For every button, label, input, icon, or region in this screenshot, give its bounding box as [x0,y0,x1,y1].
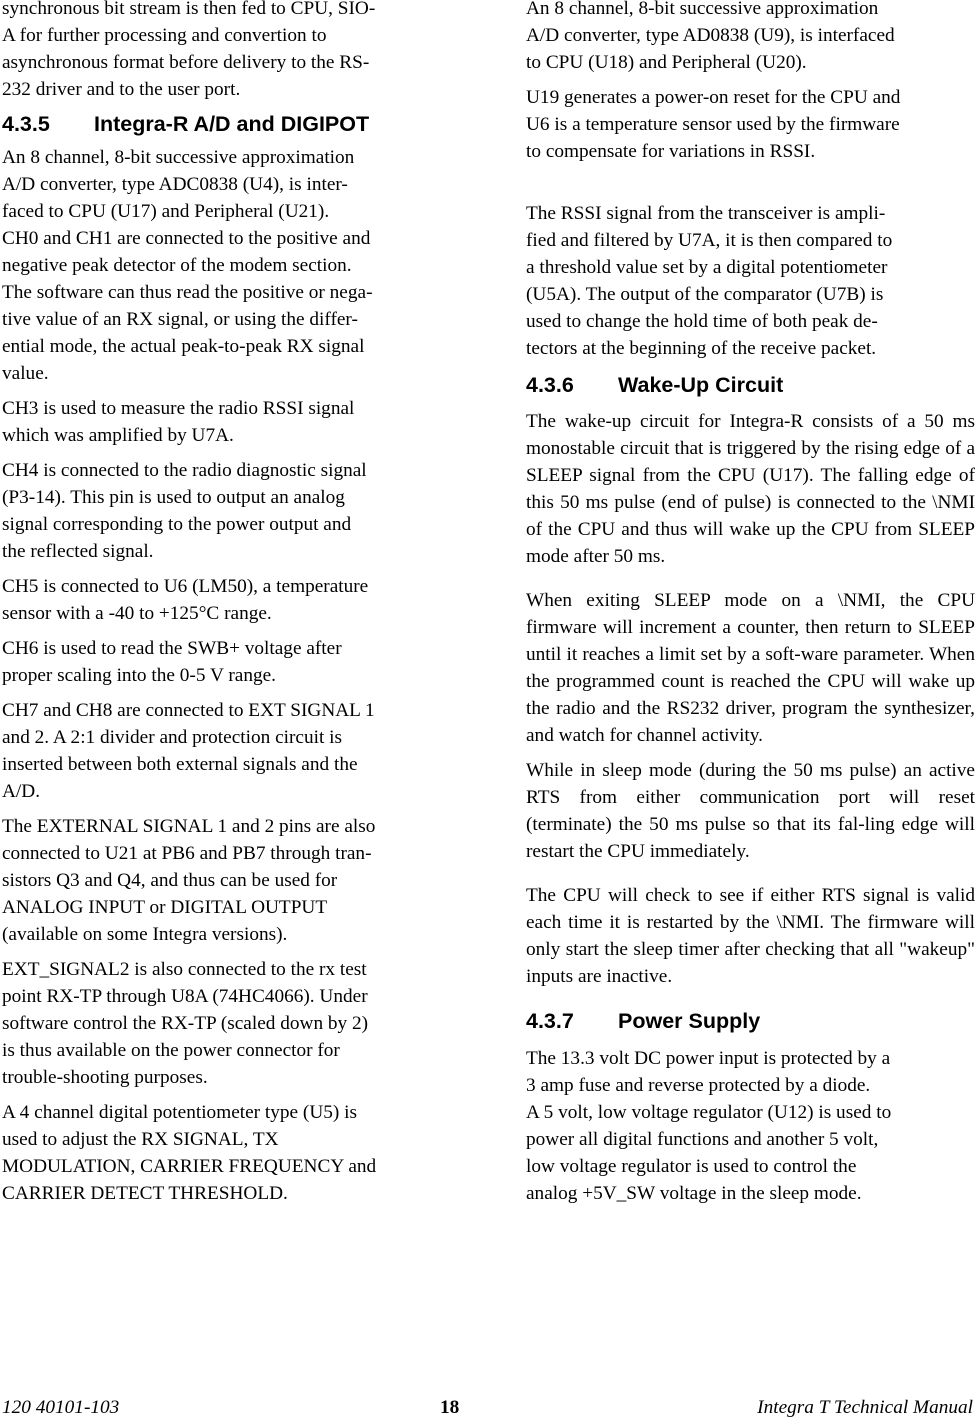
paragraph: An 8 channel, 8-bit successive approximation A/D converter, type ADC0838 (U4), is inter- faced to CPU (U17) and Peripheral (U21). CH0 and CH1 are connected to the positive and negative peak detector of the modem section. The software can thus read the positive or nega- tive value of an RX signal, or using the differ- ential mode, the actual peak-to-peak RX signal value. [2,147,373,384]
paragraph: U19 generates a power-on reset for the CPU and U6 is a temperature sensor used by the firmware to compensate for variations in RSSI. [526,87,901,162]
section-heading-4-3-7 [526,1008,975,1035]
section-number: 4.3.7 [526,1009,574,1033]
paragraph: synchronous bit stream is then fed to CPU, SIO- A for further processing and convertion to asynchronous format before delivery to the RS- 232 driver and to the user port. [2,0,376,100]
paragraph: A 4 channel digital potentiometer type (U5) is used to adjust the RX SIGNAL, TX MODULATION, CARRIER FREQUENCY and CARRIER DETECT THRESHOLD. [2,1102,377,1204]
section-heading-4-3-5 [2,111,450,138]
section-title: Power Supply [618,1009,761,1033]
paragraph: The CPU will check to see if either RTS signal is valid each time it is restarted by the \NMI. The firmware will only start the sleep timer after checking that all "wakeup" inputs are inactive. [526,885,975,987]
section-title: Integra-R A/D and DIGIPOT [94,112,370,136]
paragraph: The RSSI signal from the transceiver is ampli- fied and filtered by U7A, it is then compared to a threshold value set by a digital potentiometer (U5A). The output of the comparator (U7B) is used to change the hold time of both peak de- tectors at the beginning of the receive packet. [526,203,893,359]
section-number: 4.3.5 [2,112,50,136]
paragraph: CH3 is used to measure the radio RSSI signal which was amplified by U7A. [2,398,355,446]
paragraph: EXT_SIGNAL2 is also connected to the rx test point RX-TP through U8A (74HC4066). Under software control the RX-TP (scaled down by 2) is thus available on the power connector for trouble-shooting purposes. [2,959,369,1088]
paragraph: An 8 channel, 8-bit successive approximation A/D converter, type AD0838 (U9), is interfaced to CPU (U18) and Peripheral (U20). [526,0,895,73]
right-column [526,0,975,1215]
paragraph: CH6 is used to read the SWB+ voltage after proper scaling into the 0-5 V range. [2,638,342,686]
paragraph: CH4 is connected to the radio diagnostic signal (P3-14). This pin is used to output an analog signal corresponding to the power output and the reflected signal. [2,460,367,562]
section-heading-4-3-6 [526,372,975,399]
paragraph: The EXTERNAL SIGNAL 1 and 2 pins are also connected to U21 at PB6 and PB7 through tran- sistors Q3 and Q4, and thus can be used for ANALOG INPUT or DIGITAL OUTPUT (available on some Integra versions). [2,816,376,945]
paragraph: The wake-up circuit for Integra-R consists of a 50 ms monostable circuit that is triggered by the rising edge of a SLEEP signal from the CPU (U17). The falling edge of this 50 ms pulse (end of pulse) is connected to the \NMI of the CPU and thus will wake up the CPU from SLEEP mode after 50 ms. [526,411,975,567]
page-number: 18 [440,1397,460,1418]
paragraph: While in sleep mode (during the 50 ms pulse) an active RTS from either communication port will reset (terminate) the 50 ms pulse so that its fal-ling edge will restart the CPU immediately. [526,760,975,862]
page-footer [0,1394,975,1421]
paragraph: The 13.3 volt DC power input is protected by a 3 amp fuse and reverse protected by a diode. A 5 volt, low voltage regulator (U12) is used to power all digital functions and another 5 volt, low voltage regulator is used to control the analog +5V_SW voltage in the sleep mode. [526,1048,892,1204]
paragraph: CH7 and CH8 are connected to EXT SIGNAL 1 and 2. A 2:1 divider and protection circuit is inserted between both external signals and the A/D. [2,700,375,802]
section-number: 4.3.6 [526,373,574,397]
left-column [2,0,450,1215]
section-title: Wake-Up Circuit [618,373,784,397]
manual-title: Integra T Technical Manual [757,1397,973,1418]
document-number: 120 40101-103 [2,1397,120,1418]
paragraph: CH5 is connected to U6 (LM50), a temperature sensor with a -40 to +125°C range. [2,576,369,624]
paragraph: When exiting SLEEP mode on a \NMI, the CPU firmware will increment a counter, then return to SLEEP until it reaches a limit set by a soft-ware parameter. When the programmed count is reached the CPU will wake up the radio and the RS232 driver, program the synthesizer, and watch for channel activity. [526,590,975,746]
